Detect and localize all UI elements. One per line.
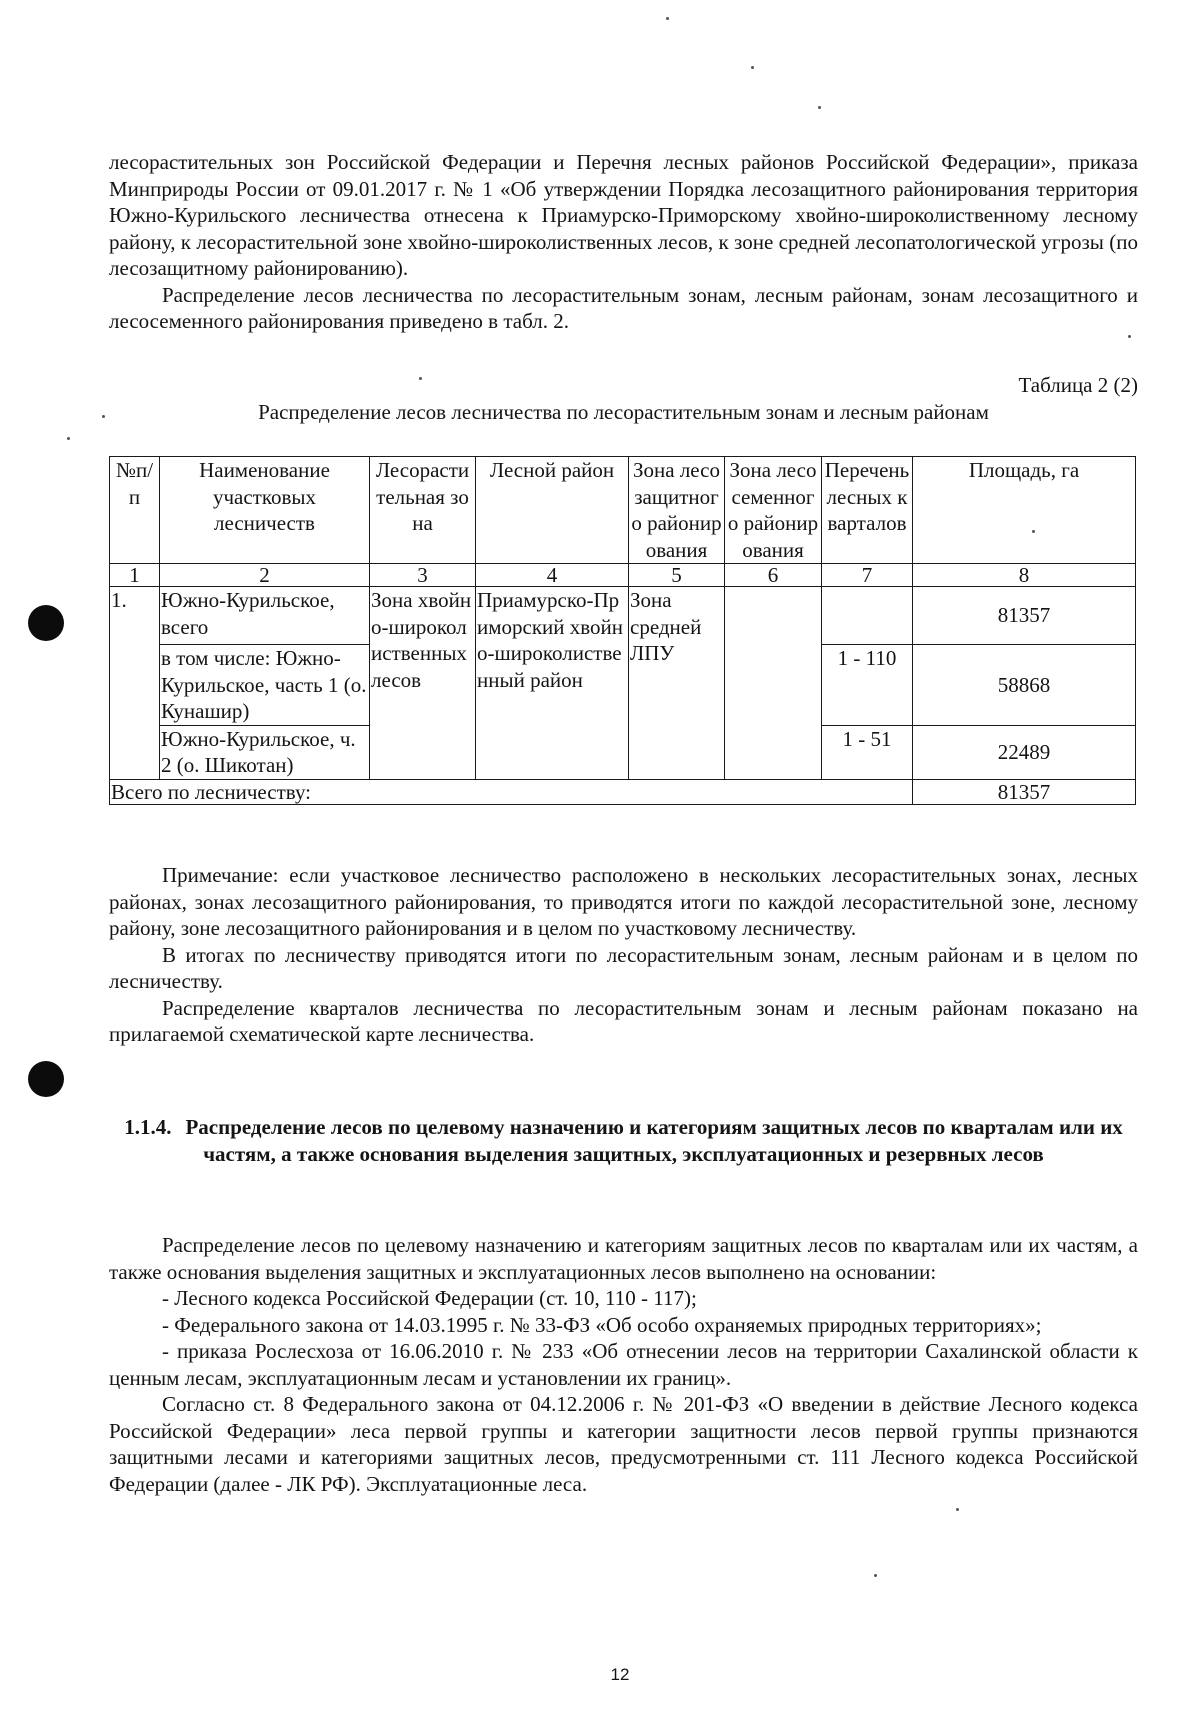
quarters-cell bbox=[822, 587, 913, 645]
table-title: Распределение лесов лесничества по лесорастительным зонам и лесным районам bbox=[258, 400, 989, 424]
header-number: №п/п bbox=[110, 457, 160, 564]
body-paragraph-1: Распределение лесов по целевому назначению и категориям защитных лесов по кварталам или их частям, а также основания выделения защитных и эксплуатационных лесов выполнено на основании: bbox=[109, 1233, 1138, 1284]
scan-speck bbox=[874, 1574, 877, 1577]
table-number: Таблица 2 (2) bbox=[1018, 373, 1138, 397]
header-area: Площадь, га bbox=[913, 457, 1136, 564]
quarters-cell: 1 - 51 bbox=[822, 725, 913, 779]
column-number: 8 bbox=[913, 564, 1136, 587]
forestry-part-1: в том числе: Южно-Курильское, часть 1 (о. Кунашир) bbox=[160, 645, 370, 726]
map-paragraph: Распределение кварталов лесничества по лесорастительным зонам и лесным районам показано на прилагаемой схематической карте лесничества. bbox=[109, 995, 1138, 1046]
after-table-text bbox=[109, 862, 1138, 1048]
district-cell: Приамурско-Приморский хвойно-широколиственный район bbox=[476, 587, 629, 780]
scan-speck bbox=[666, 17, 669, 20]
punch-hole-top bbox=[28, 605, 64, 641]
header-district: Лесной район bbox=[476, 457, 629, 564]
area-cell: 22489 bbox=[913, 725, 1136, 779]
column-number: 1 bbox=[110, 564, 160, 587]
seed-zone-cell bbox=[725, 587, 822, 780]
note-paragraph: Примечание: если участковое лесничество расположено в нескольких лесорастительных зонах, лесных районах, зонах лесозащитного районирования, то приводятся итоги по каждой лесорастительной зоне, лесному району, зоне лесозащитного районирования и в целом по участковому лесничеству. bbox=[109, 863, 1138, 940]
scan-speck bbox=[956, 1508, 959, 1511]
intro-paragraph-2: Распределение лесов лесничества по лесорастительным зонам, лесным районам, зонам лесозащитного и лесосеменного районирования приведено в табл. 2. bbox=[109, 282, 1138, 333]
table-header-row bbox=[110, 457, 1136, 564]
section-number: 1.1.4. bbox=[124, 1115, 172, 1139]
punch-hole-bottom bbox=[28, 1061, 64, 1097]
area-cell: 81357 bbox=[913, 587, 1136, 645]
header-forestry: Наименование участковых лесничеств bbox=[160, 457, 370, 564]
header-protect-zone: Зона лесозащитного районирования bbox=[629, 457, 725, 564]
header-quarters: Перечень лесных кварталов bbox=[822, 457, 913, 564]
area-cell: 58868 bbox=[913, 645, 1136, 726]
section-title: Распределение лесов по целевому назначению и категориям защитных лесов по кварталам или их частям, а также основания выделения защитных, эксплуатационных и резервных лесов bbox=[185, 1115, 1123, 1166]
basis-item: - Федерального закона от 14.03.1995 г. № 33-ФЗ «Об особо охраняемых природных территориях»; bbox=[162, 1312, 1042, 1337]
quarters-cell: 1 - 110 bbox=[822, 645, 913, 726]
basis-item: - Лесного кодекса Российской Федерации (ст. 10, 110 - 117); bbox=[162, 1286, 697, 1310]
protect-zone-cell: Зона средней ЛПУ bbox=[629, 587, 725, 780]
intro-paragraph-1: лесорастительных зон Российской Федерации и Перечня лесных районов Российской Федерации», приказа Минприроды России от 09.01.2017 г. № 1 «Об утверждении Порядка лесозащитного районирования территория Южно-Курильского лесничества отнесена к Приамурско-Приморскому хвойно-широколиственному лесному району, к лесорастительной зоне хвойно-широколиственных лесов, к зоне средней лесопатологической угрозы (по лесозащитному районированию). bbox=[109, 150, 1138, 280]
forestry-part-2: Южно-Курильское, ч. 2 (о. Шикотан) bbox=[160, 725, 370, 779]
table-row bbox=[110, 587, 1136, 645]
totals-paragraph: В итогах по лесничеству приводятся итоги по лесорастительным зонам, лесным районам и в целом по лесничеству. bbox=[109, 942, 1138, 993]
scan-speck bbox=[67, 437, 70, 440]
intro-text bbox=[109, 149, 1138, 335]
row-number: 1. bbox=[110, 587, 160, 780]
basis-item: - приказа Рослесхоза от 16.06.2010 г. № 233 «Об отнесении лесов на территории Сахалинской области к ценным лесам, эксплуатационным лесам и установлении их границ». bbox=[109, 1339, 1138, 1390]
total-area: 81357 bbox=[913, 779, 1136, 804]
body-text bbox=[109, 1232, 1138, 1497]
column-number: 7 bbox=[822, 564, 913, 587]
scan-speck bbox=[419, 377, 422, 380]
column-number-row bbox=[110, 564, 1136, 587]
scan-speck bbox=[818, 106, 821, 109]
column-number: 4 bbox=[476, 564, 629, 587]
section-heading bbox=[109, 1114, 1138, 1168]
forest-distribution-table bbox=[109, 456, 1136, 805]
header-seed-zone: Зона лесосеменного районирования bbox=[725, 457, 822, 564]
header-zone: Лесорастительная зона bbox=[370, 457, 476, 564]
column-number: 3 bbox=[370, 564, 476, 587]
body-paragraph-2: Согласно ст. 8 Федерального закона от 04.12.2006 г. № 201-ФЗ «О введении в действие Лесного кодекса Российской Федерации» леса первой группы и категории защитности лесов первой группы признаются защитными лесами и категориями защитных лесов, предусмотренными ст. 111 Лесного кодекса Российской Федерации (далее - ЛК РФ). Эксплуатационные леса. bbox=[109, 1392, 1138, 1496]
scan-speck bbox=[751, 66, 754, 69]
column-number: 2 bbox=[160, 564, 370, 587]
page-number: 12 bbox=[610, 1665, 630, 1684]
column-number: 5 bbox=[629, 564, 725, 587]
column-number: 6 bbox=[725, 564, 822, 587]
total-label: Всего по лесничеству: bbox=[110, 779, 913, 804]
zone-cell: Зона хвойно-широколиственных лесов bbox=[370, 587, 476, 780]
scan-speck bbox=[1128, 335, 1131, 338]
scan-speck bbox=[102, 415, 105, 418]
table-total-row bbox=[110, 779, 1136, 804]
forestry-total: Южно-Курильское, всего bbox=[160, 587, 370, 645]
